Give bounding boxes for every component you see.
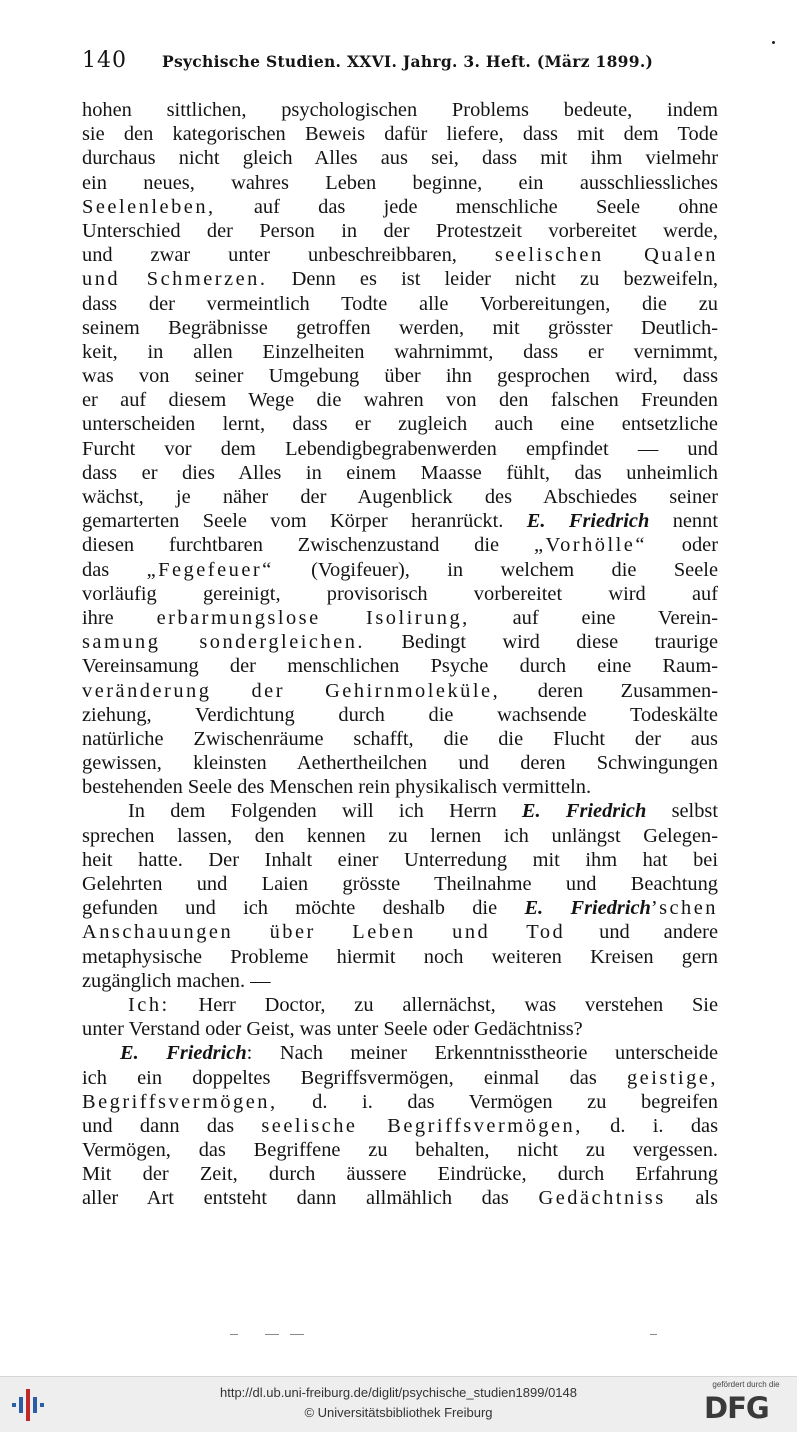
text-line xyxy=(82,412,718,436)
author-name: E. Friedrich xyxy=(524,897,651,920)
line-text: natürliche Zwischenräume schafft, die die Flucht der aus xyxy=(82,727,718,750)
text-line xyxy=(82,848,718,872)
text-line xyxy=(82,340,718,364)
text-line xyxy=(82,896,718,920)
scan-mark xyxy=(230,1334,238,1335)
emphasized-text: veränderung der Gehirnmoleküle, xyxy=(82,679,501,702)
line-text: sie den kategorischen Beweis dafür liefere, dass mit dem Tode xyxy=(82,123,718,146)
text-line xyxy=(82,751,718,775)
line-text: hohen sittlichen, psychologischen Problems bedeute, indem xyxy=(82,99,718,121)
line-text: ihre xyxy=(82,606,157,629)
line-text: keit, in allen Einzelheiten wahrnimmt, dass er vernimmt, xyxy=(82,340,718,363)
line-text: bestehenden Seele des Menschen rein physikalisch vermitteln. xyxy=(82,776,592,799)
text-line xyxy=(82,1186,718,1210)
emphasized-text: „Fegefeuer“ xyxy=(146,558,274,581)
line-text: auf eine Verein- xyxy=(469,606,718,629)
emphasized-text: samung sondergleichen. xyxy=(82,631,366,654)
line-text: d. i. das Vermögen zu begreifen xyxy=(277,1090,718,1113)
line-text: ich ein doppeltes Begriffsvermögen, einmal das xyxy=(82,1066,627,1089)
emphasized-text: seelische Begriffsvermögen, xyxy=(261,1114,583,1137)
line-text: wächst, je näher der Augenblick des Abschiedes seiner xyxy=(82,486,718,508)
text-line xyxy=(82,654,718,678)
running-head xyxy=(82,48,717,76)
line-text: seinem Begräbnisse getroffen werden, mit grösster Deutlich- xyxy=(82,316,718,339)
line-text: und dann das xyxy=(82,1114,262,1137)
line-text: Mit der Zeit, durch äussere Eindrücke, durch Erfahrung xyxy=(82,1163,718,1186)
line-text: diesen furchtbaren Zwischenzustand die xyxy=(82,534,534,557)
line-text: deren Zusammen- xyxy=(500,679,719,702)
author-name: E. Friedrich xyxy=(521,800,647,823)
emphasized-text: erbarmungslose Isolirung, xyxy=(156,606,470,629)
author-name: E. Friedrich xyxy=(120,1042,247,1065)
page-number: 140 xyxy=(82,48,127,73)
line-text: was von seiner Umgebung über ihn gesprochen wird, dass xyxy=(82,365,718,388)
line-text: ziehung, Verdichtung durch die wachsende Todeskälte xyxy=(82,703,718,726)
line-text: gewissen, kleinsten Aethertheilchen und deren Schwingungen xyxy=(82,752,718,775)
scan-mark xyxy=(265,1334,279,1335)
scan-artifacts xyxy=(0,1332,797,1338)
text-line xyxy=(82,1162,718,1186)
line-text: Herr Doctor, zu allernächst, was verstehen Sie xyxy=(169,993,718,1016)
line-text: metaphysische Probleme hiermit noch weiteren Kreisen gern xyxy=(82,945,718,968)
scan-speck xyxy=(772,41,775,44)
text-line xyxy=(82,630,718,654)
text-line xyxy=(82,582,718,606)
viewer-footer xyxy=(0,1376,797,1432)
body-text xyxy=(82,98,718,1211)
line-text: unterscheiden lernt, dass er zugleich auch eine entsetzliche xyxy=(82,413,718,436)
line-text: gefunden und ich möchte deshalb die xyxy=(82,897,525,920)
line-text: Unterschied der Person in der Protestzeit vorbereitet werde, xyxy=(82,219,718,242)
line-text: sprechen lassen, den kennen zu lernen ich unlängst Gelegen- xyxy=(82,824,718,847)
text-line xyxy=(82,920,718,944)
emphasized-text: Gedächtniss xyxy=(538,1187,666,1210)
line-text: selbst xyxy=(646,800,719,823)
dfg-caption: gefördert durch die xyxy=(712,1380,780,1389)
line-text: In dem Folgenden will ich Herrn xyxy=(128,800,522,823)
text-line xyxy=(82,824,718,848)
copyright-notice: © Universitätsbibliothek Freiburg xyxy=(304,1405,493,1420)
text-line xyxy=(82,122,718,146)
text-line xyxy=(82,171,718,195)
text-line xyxy=(82,799,718,823)
line-text: und andere xyxy=(565,921,718,944)
emphasized-text: ’schen xyxy=(650,897,718,920)
text-line xyxy=(82,1138,718,1162)
emphasized-text: Seelenleben, xyxy=(82,195,216,218)
text-line xyxy=(82,461,718,485)
line-text: Gelehrten und Laien grösste Theilnahme und Beachtung xyxy=(82,873,718,895)
line-text: dass der vermeintlich Todte alle Vorbereitungen, die zu xyxy=(82,292,718,315)
text-line xyxy=(82,1066,718,1090)
emphasized-text: und Schmerzen. xyxy=(82,268,268,291)
line-text: d. i. das xyxy=(582,1114,719,1137)
dfg-logo: DFG xyxy=(704,1391,769,1425)
text-line xyxy=(82,98,718,122)
text-line xyxy=(82,1041,718,1065)
text-line xyxy=(82,219,718,243)
text-line xyxy=(82,388,718,412)
text-line xyxy=(82,509,718,533)
line-text: oder xyxy=(646,534,718,557)
text-line xyxy=(82,146,718,170)
line-text: dass er dies Alles in einem Maasse fühlt, das unheimlich xyxy=(82,461,718,484)
text-line xyxy=(82,533,718,557)
emphasized-text: seelischen Qualen xyxy=(494,244,718,267)
emphasized-text: Begriffsvermögen, xyxy=(82,1090,278,1113)
text-line xyxy=(82,1114,718,1138)
text-line xyxy=(82,558,718,582)
line-text: aller Art entsteht dann allmählich das xyxy=(82,1187,539,1210)
text-line xyxy=(82,364,718,388)
line-text: unter Verstand oder Geist, was unter Seele oder Gedächtniss? xyxy=(82,1018,583,1041)
line-text: Vermögen, das Begriffene zu behalten, nicht zu vergessen. xyxy=(82,1139,718,1162)
dfg-sponsor[interactable] xyxy=(700,1380,792,1430)
text-line xyxy=(82,1090,718,1114)
scan-mark xyxy=(290,1334,304,1335)
text-line xyxy=(82,195,718,219)
line-text: zugänglich machen. — xyxy=(82,969,271,992)
line-text: und zwar unter unbeschreibbaren, xyxy=(82,244,495,267)
text-line xyxy=(82,872,718,896)
scan-mark xyxy=(650,1334,657,1335)
line-text: heit hatte. Der Inhalt einer Unterredung mit ihm hat bei xyxy=(82,848,718,871)
text-line xyxy=(82,437,718,461)
line-text: gemarterten Seele vom Körper heranrückt. xyxy=(82,510,527,533)
line-text: vorläufig gereinigt, provisorisch vorbereitet wird auf xyxy=(82,582,718,605)
emphasized-text: geistige, xyxy=(626,1066,718,1089)
emphasized-text: „Vorhölle“ xyxy=(533,534,647,557)
text-line xyxy=(82,267,718,291)
text-line xyxy=(82,606,718,630)
text-line xyxy=(82,243,718,267)
author-name: E. Friedrich xyxy=(526,510,650,533)
line-text: ein neues, wahres Leben beginne, ein ausschliessliches xyxy=(82,171,718,194)
text-line xyxy=(82,703,718,727)
line-text: Vereinsamung der menschlichen Psyche durch eine Raum- xyxy=(82,655,718,678)
text-line xyxy=(82,969,718,993)
text-line xyxy=(82,485,718,509)
line-text: auf das jede menschliche Seele ohne xyxy=(215,195,718,218)
text-line xyxy=(82,679,718,703)
text-line xyxy=(82,292,718,316)
text-line xyxy=(82,727,718,751)
text-line xyxy=(82,1017,718,1041)
line-text: nennt xyxy=(649,510,718,533)
line-text: (Vogifeuer), in welchem die Seele xyxy=(273,558,718,581)
line-text: durchaus nicht gleich Alles aus sei, dass mit ihm vielmehr xyxy=(82,147,718,170)
line-text: Furcht vor dem Lebendigbegrabenwerden empfindet — und xyxy=(82,437,718,460)
line-text: das xyxy=(82,558,147,581)
line-text: er auf diesem Wege die wahren von den falschen Freunden xyxy=(82,389,718,412)
running-head-title: Psychische Studien. XXVI. Jahrg. 3. Heft. (März 1899.) xyxy=(162,52,654,71)
line-text: : Nach meiner Erkenntnisstheorie unterscheide xyxy=(246,1042,719,1065)
emphasized-text: Ich: xyxy=(128,993,170,1016)
text-line xyxy=(82,993,718,1017)
line-text: Bedingt wird diese traurige xyxy=(365,631,718,654)
emphasized-text: Anschauungen über Leben und Tod xyxy=(82,921,566,944)
text-line xyxy=(82,316,718,340)
line-text: als xyxy=(665,1187,718,1210)
text-line xyxy=(82,775,718,799)
text-line xyxy=(82,945,718,969)
source-url[interactable]: http://dl.ub.uni-freiburg.de/diglit/psychische_studien1899/0148 xyxy=(219,1385,578,1400)
line-text: Denn es ist leider nicht zu bezweifeln, xyxy=(267,268,718,291)
